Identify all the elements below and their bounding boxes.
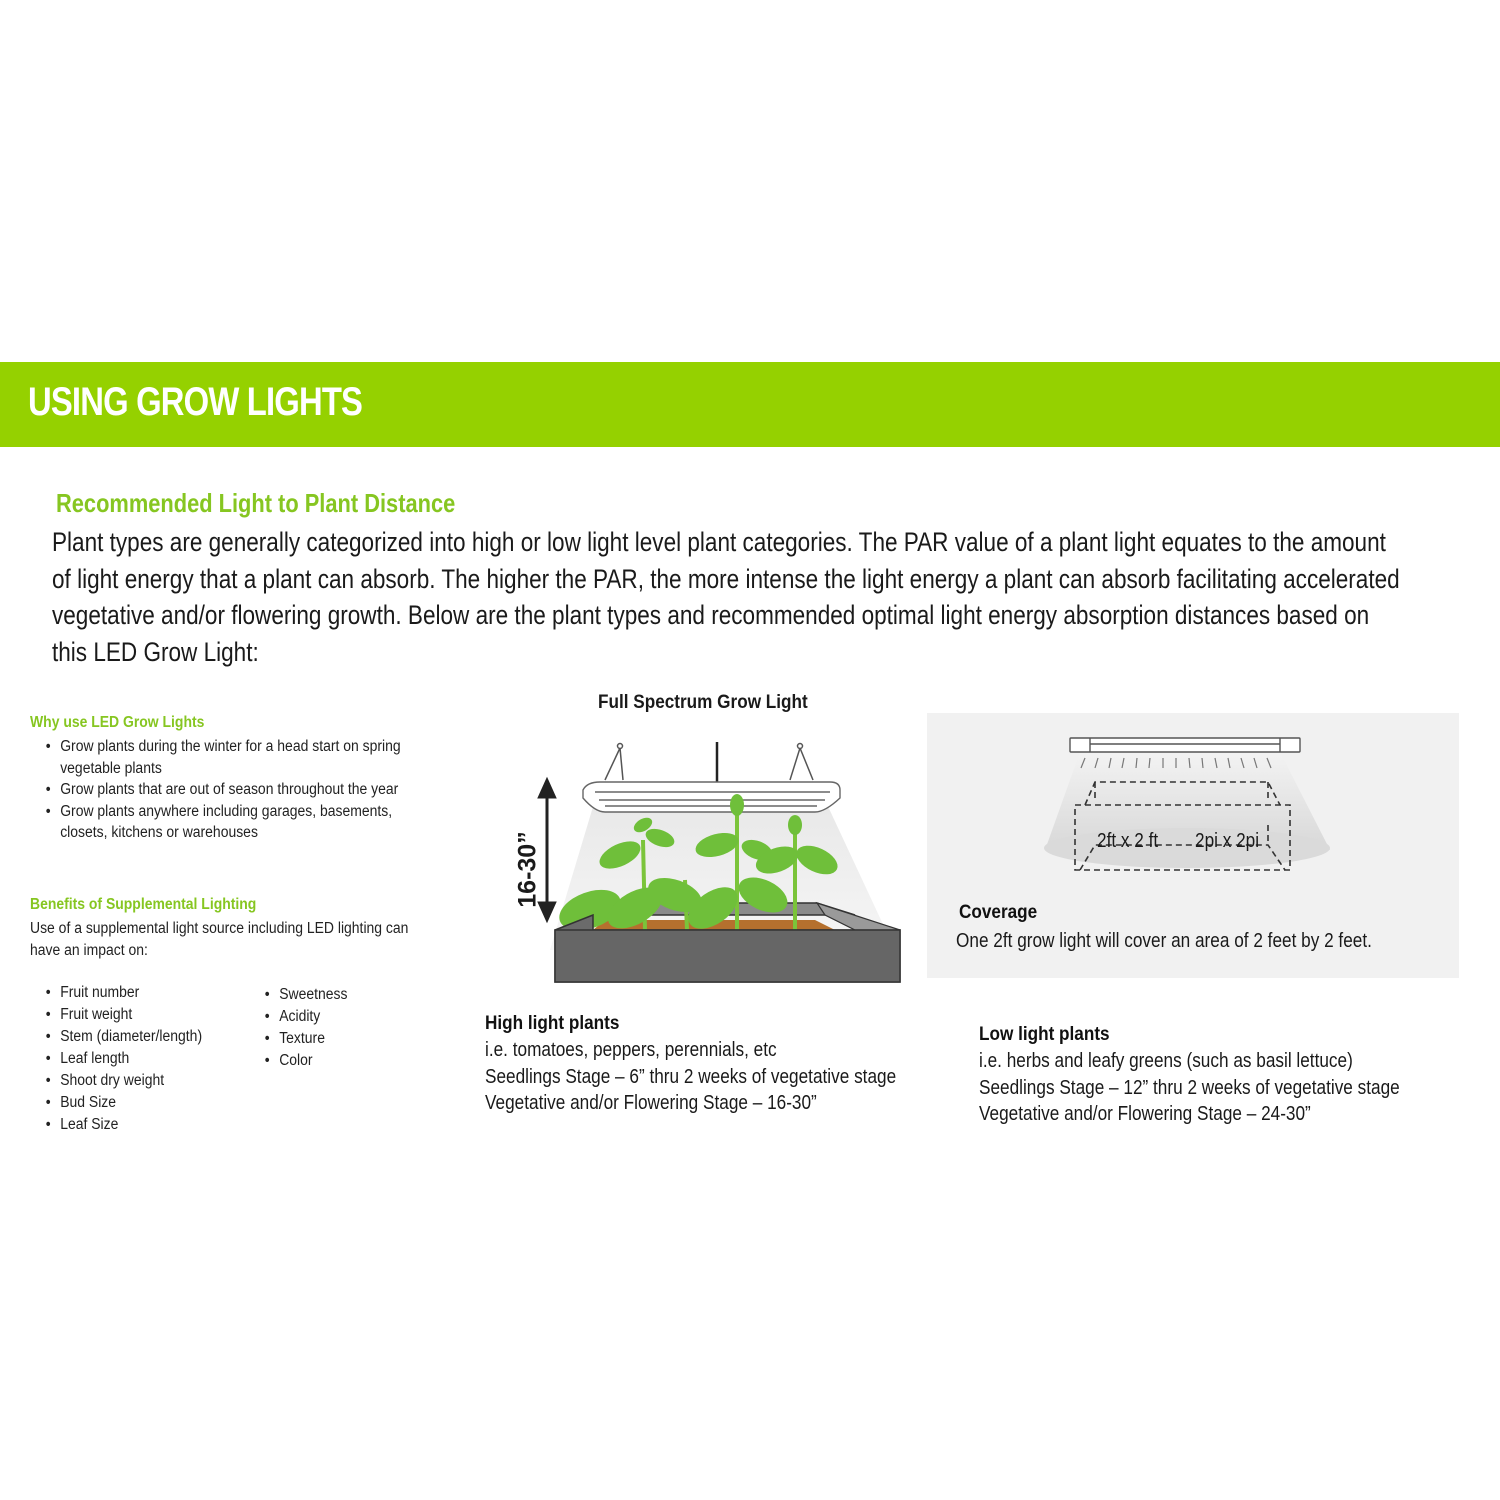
light-fixture-icon bbox=[583, 782, 840, 812]
benefits-list-col2 bbox=[263, 984, 347, 1072]
intro-line: Plant types are generally categorized into high or low light level plant categories. The PAR value of a plant light equates to the amount bbox=[52, 527, 1386, 557]
list-item: • Grow plants that are out of season throughout the year bbox=[44, 779, 401, 801]
list-item: • Stem (diameter/length) bbox=[44, 1026, 202, 1048]
intro-line: vegetative and/or flowering growth. Below are the plant types and recommended optimal light energy absorption distances based on bbox=[52, 600, 1370, 630]
list-item: • Fruit weight bbox=[44, 1004, 202, 1026]
list-item: • Shoot dry weight bbox=[44, 1070, 202, 1092]
coverage-description: One 2ft grow light will cover an area of 2 feet by 2 feet. bbox=[956, 930, 1372, 952]
low-light-line: Vegetative and/or Flowering Stage – 24-30” bbox=[979, 1103, 1311, 1125]
section-title-distance: Recommended Light to Plant Distance bbox=[56, 488, 456, 518]
low-light-plants-block bbox=[979, 1023, 1468, 1128]
coverage-label-ft: 2ft x 2 ft bbox=[1097, 830, 1159, 852]
list-item: • Bud Size bbox=[44, 1092, 202, 1114]
page-title: USING GROW LIGHTS bbox=[28, 380, 363, 424]
section-title-benefits: Benefits of Supplemental Lighting bbox=[30, 896, 257, 913]
low-light-line: Seedlings Stage – 12” thru 2 weeks of vegetative stage bbox=[979, 1076, 1400, 1099]
benefits-intro: Use of a supplemental light source including LED lighting can have an impact on: bbox=[30, 920, 409, 959]
why-list bbox=[44, 736, 401, 844]
section-title-why: Why use LED Grow Lights bbox=[30, 714, 205, 731]
list-item: • Fruit number bbox=[44, 982, 202, 1004]
tube-light-icon bbox=[1070, 738, 1300, 752]
list-item: • Grow plants anywhere including garages, basements, closets, kitchens or warehouses bbox=[44, 801, 401, 844]
list-item: • Texture bbox=[263, 1028, 347, 1050]
intro-line: this LED Grow Light: bbox=[52, 636, 259, 667]
distance-label: 16-30” bbox=[513, 831, 542, 908]
coverage-illustration bbox=[1040, 730, 1330, 880]
high-light-plants-block bbox=[485, 1012, 963, 1117]
hanging-wires-icon bbox=[605, 742, 813, 782]
high-light-line: Seedlings Stage – 6” thru 2 weeks of vegetative stage bbox=[485, 1065, 897, 1088]
low-light-line: i.e. herbs and leafy greens (such as basil lettuce) bbox=[979, 1050, 1353, 1072]
low-light-title: Low light plants bbox=[979, 1023, 1110, 1045]
high-light-line: Vegetative and/or Flowering Stage – 16-30” bbox=[485, 1092, 817, 1114]
benefits-list-col1 bbox=[44, 982, 202, 1136]
coverage-label-pi: 2pi x 2pi bbox=[1195, 830, 1260, 852]
high-light-title: High light plants bbox=[485, 1012, 620, 1034]
list-item: • Leaf Size bbox=[44, 1114, 202, 1136]
figure-title: Full Spectrum Grow Light bbox=[598, 691, 808, 713]
intro-paragraph bbox=[52, 524, 1455, 670]
grow-light-illustration bbox=[495, 730, 915, 990]
list-item: • Leaf length bbox=[44, 1048, 202, 1070]
list-item: • Sweetness bbox=[263, 984, 347, 1006]
list-item: • Color bbox=[263, 1050, 347, 1072]
intro-line: of light energy that a plant can absorb. The higher the PAR, the more intense the light energy a plant can absorb facilitating accelerated bbox=[52, 563, 1400, 594]
high-light-line: i.e. tomatoes, peppers, perennials, etc bbox=[485, 1039, 777, 1061]
distance-label-container bbox=[508, 820, 548, 920]
coverage-title: Coverage bbox=[959, 901, 1038, 923]
list-item: • Acidity bbox=[263, 1006, 347, 1028]
list-item: • Grow plants during the winter for a head start on spring vegetable plants bbox=[44, 736, 401, 779]
